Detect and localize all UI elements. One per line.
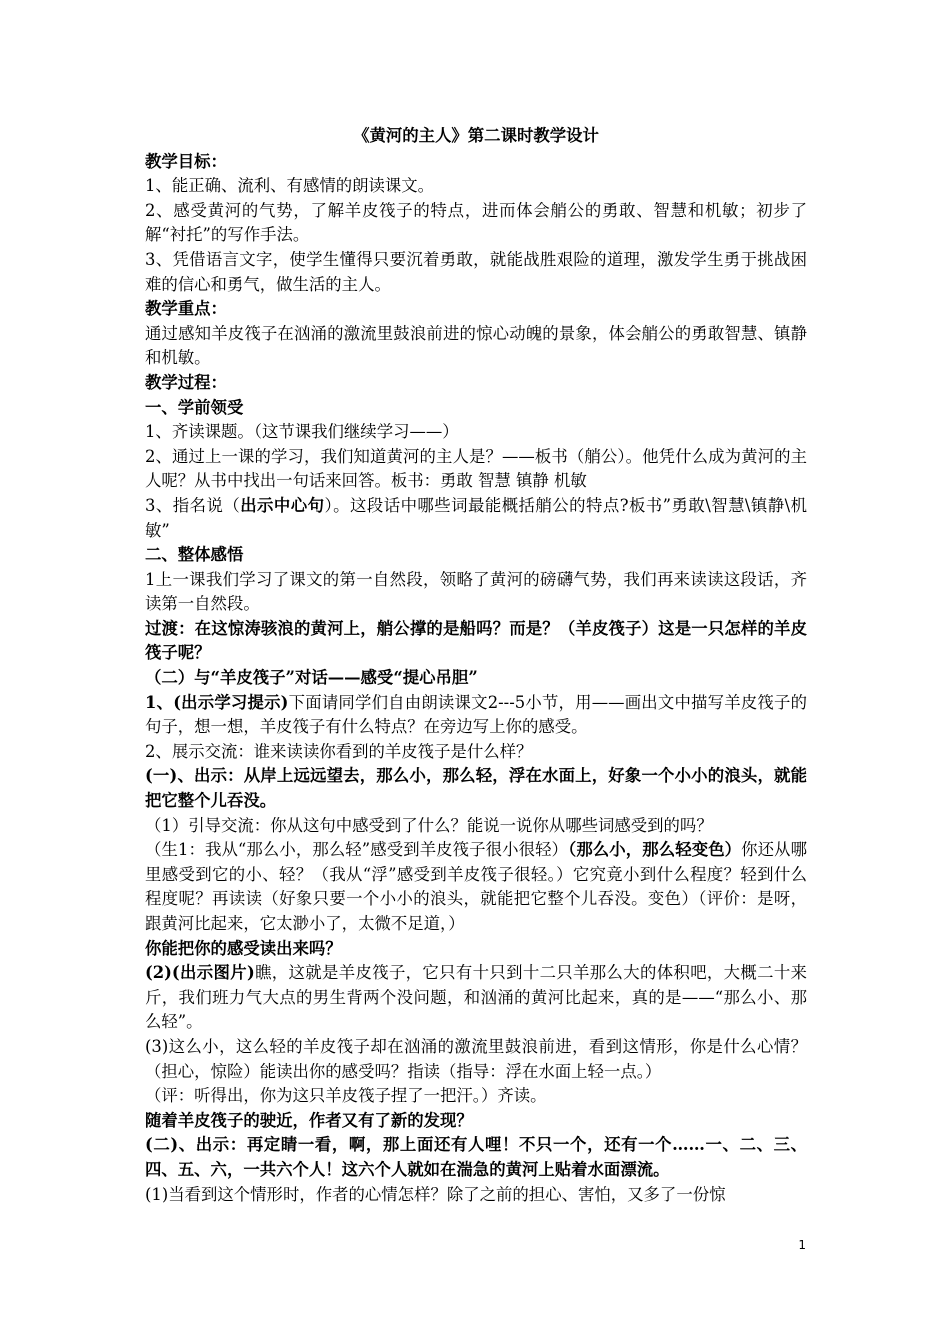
subsection-2-heading: （二）与“羊皮筏子”对话——感受“提心吊胆”: [145, 668, 478, 688]
show-1-read-prompt: 你能把你的感受读出来吗？: [145, 938, 342, 958]
part1-item-3-a: 3、指名说（: [145, 495, 241, 515]
show-1-question-2-bold: (2)(出示图片): [145, 963, 255, 983]
part1-item-3-bold: 出示中心句: [240, 495, 325, 515]
show-1-question-3: (3)这么小，这么轻的羊皮筏子却在汹涌的激流里鼓浪前进，看到这情形，你是什么心情？（担心，惊险）能读出你的感受吗？指读（指导：浮在水面上轻一点。）: [145, 1036, 807, 1081]
part2-item-1: 1上一课我们学习了课文的第一自然段，领略了黄河的磅礴气势，我们再来读读这段话，齐读第一自然段。: [145, 569, 807, 614]
part1-heading: 一、学前领受: [145, 397, 244, 417]
subsection-2-item-2: 2、展示交流：谁来读读你看到的羊皮筏子是什么样？: [145, 741, 533, 761]
show-1-question-3-comment: （评：听得出，你为这只羊皮筏子捏了一把汗。）齐读。: [145, 1086, 547, 1106]
goal-1: 1、能正确、流利、有感情的朗读课文。: [145, 176, 435, 196]
part1-item-2: 2、通过上一课的学习，我们知道黄河的主人是？——板书（艄公）。他凭什么成为黄河的主人呢？从书中找出一句话来回答。板书：勇敢 智慧 镇静 机敏: [145, 446, 807, 491]
show-1-question-2-text: 瞧，这就是羊皮筏子，它只有十只到十二只羊那么大的体积吧，大概二十来斤，我们班力气大点的男生背两个没问题，和汹涌的黄河比起来，真的是——“那么小、那么轻”。: [145, 963, 807, 1032]
key-text: 通过感知羊皮筏子在汹涌的激流里鼓浪前进的惊心动魄的景象，体会艄公的勇敢智慧、镇静和机敏。: [145, 323, 807, 368]
part1-item-3-b: ）。这段话中哪些词最能概括艄公的特点?板书”勇敢\智慧\镇静\机敏”: [145, 495, 808, 540]
process-heading: 教学过程：: [145, 372, 227, 392]
show-1-answer-a: （生1：我从“那么小，那么轻”感受到羊皮筏子很小很轻）: [145, 840, 569, 860]
key-heading: 教学重点：: [145, 299, 227, 319]
show-2-question-1: (1)当看到这个情形时，作者的心情怎样？除了之前的担心、害怕，又多了一份惊: [145, 1184, 726, 1204]
show-1-answer-b: 你还从哪里感受到它的小、轻？（我从“浮”感受到羊皮筏子很轻。）它究竟小到什么程度？轻到什么程度呢？再读读（好象只要一个小小的浪头，就能把它整个儿吞没。变色）（评价：是呀，跟黄河比起来，它太渺小了，太微不足道，）: [145, 840, 807, 933]
part2-heading: 二、整体感悟: [145, 545, 244, 565]
show-1-question-1: （1）引导交流：你从这句中感受到了什么？能说一说你从哪些词感受到的吗？: [145, 815, 713, 835]
show-1-answer: [145, 838, 807, 936]
show-2: (二)、出示：再定睛一看，啊，那上面还有人哩！不只一个，还有一个……一、二、三、四、五、六，一共六个人！这六个人就如在湍急的黄河上贴着水面漂流。: [145, 1135, 807, 1179]
subsection-2-item-1-text: 下面请同学们自由朗读课文2---5小节，用——画出文中描写羊皮筏子的句子，想一想，羊皮筏子有什么特点？在旁边写上你的感受。: [145, 692, 807, 737]
part1-item-1: 1、齐读课题。（这节课我们继续学习——）: [145, 422, 459, 442]
goal-2: 2、感受黄河的气势，了解羊皮筏子的特点，进而体会艄公的勇敢、智慧和机敏；初步了解“衬托”的写作手法。: [145, 200, 807, 245]
document-body: [145, 124, 807, 1207]
show-1-answer-bold: （那么小，那么轻变色）: [568, 840, 742, 860]
part1-item-3: [145, 494, 807, 543]
document-title: 《黄河的主人》第二课时教学设计: [353, 126, 599, 145]
subsection-2-item-1-bold: 1、(出示学习提示): [145, 692, 289, 712]
goals-heading: 教学目标：: [145, 151, 227, 171]
goal-3: 3、凭借语言文字，使学生懂得只要沉着勇敢，就能战胜艰险的道理，激发学生勇于挑战困难的信心和勇气，做生活的主人。: [145, 249, 807, 294]
subsection-2-item-1: [145, 691, 807, 740]
show-1: (一)、出示：从岸上远远望去，那么小，那么轻，浮在水面上，好象一个小小的浪头，就能把它整个儿吞没。: [145, 766, 807, 811]
page-number: 1: [798, 1238, 806, 1252]
transition-text: 过渡：在这惊涛骇浪的黄河上，艄公撑的是船吗？而是？（羊皮筏子）这是一只怎样的羊皮筏子呢？: [145, 618, 807, 663]
show-1-question-2: [145, 961, 807, 1035]
approach-text: 随着羊皮筏子的驶近，作者又有了新的发现？: [145, 1110, 473, 1130]
